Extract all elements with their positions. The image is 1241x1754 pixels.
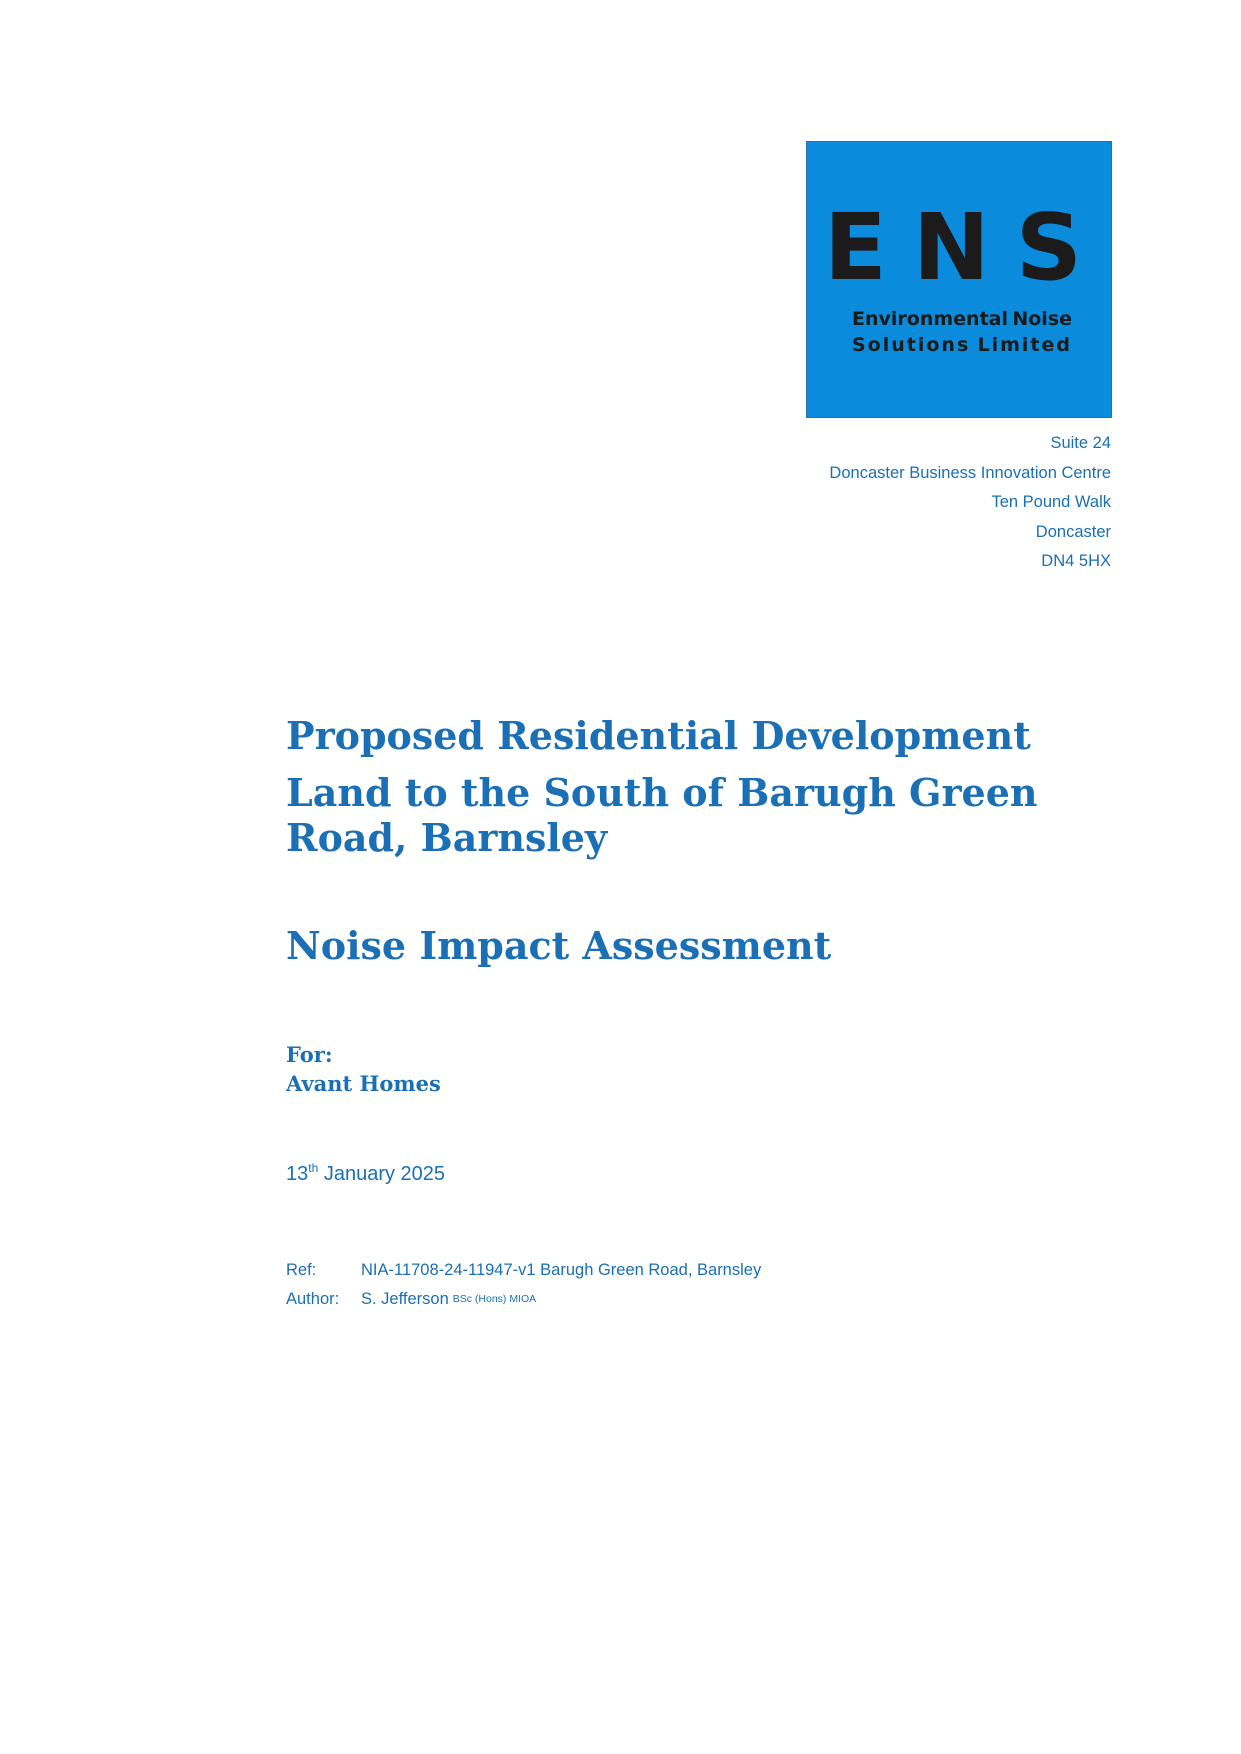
logo-word-limited: Limited [977, 334, 1072, 356]
logo-word-environmental: Environmental [852, 308, 1008, 330]
date-day: 13 [286, 1163, 309, 1185]
address-line: DN4 5HX [1041, 552, 1111, 570]
document-date [286, 1160, 445, 1188]
logo-tagline-line2 [852, 336, 1072, 355]
document-title: Proposed Residential Development [286, 713, 1031, 758]
site-title: Land to the South of Barugh Green Road, Barnsley [286, 770, 1038, 860]
address-line: Ten Pound Walk [991, 493, 1111, 511]
client-name: Avant Homes [286, 1071, 441, 1096]
company-address [829, 429, 1111, 577]
address-line: Doncaster Business Innovation Centre [829, 463, 1111, 482]
ref-label: Ref: [286, 1261, 317, 1279]
author-qualifications: BSc (Hons) MIOA [452, 1293, 537, 1305]
logo-word-solutions: Solutions [852, 334, 971, 356]
logo-word-noise: Noise [1012, 308, 1072, 330]
author-label: Author: [286, 1290, 340, 1308]
date-month-year: January 2025 [318, 1163, 446, 1185]
company-logo [806, 141, 1112, 418]
author-name: S. Jefferson [361, 1290, 449, 1308]
for-label: For: [286, 1042, 333, 1067]
address-line: Doncaster [1035, 522, 1111, 541]
date-suffix: th [308, 1161, 319, 1175]
logo-letters: ENS [823, 194, 1109, 301]
logo-tagline-line1 [852, 310, 1072, 329]
ref-row [286, 1256, 761, 1285]
document-meta [286, 1256, 761, 1314]
author-row [286, 1285, 761, 1314]
client-block [286, 1040, 441, 1098]
address-line: Suite 24 [1050, 434, 1111, 452]
report-type-title: Noise Impact Assessment [286, 923, 832, 968]
ref-value: NIA-11708-24-11947-v1 Barugh Green Road, Barnsley [361, 1261, 762, 1279]
